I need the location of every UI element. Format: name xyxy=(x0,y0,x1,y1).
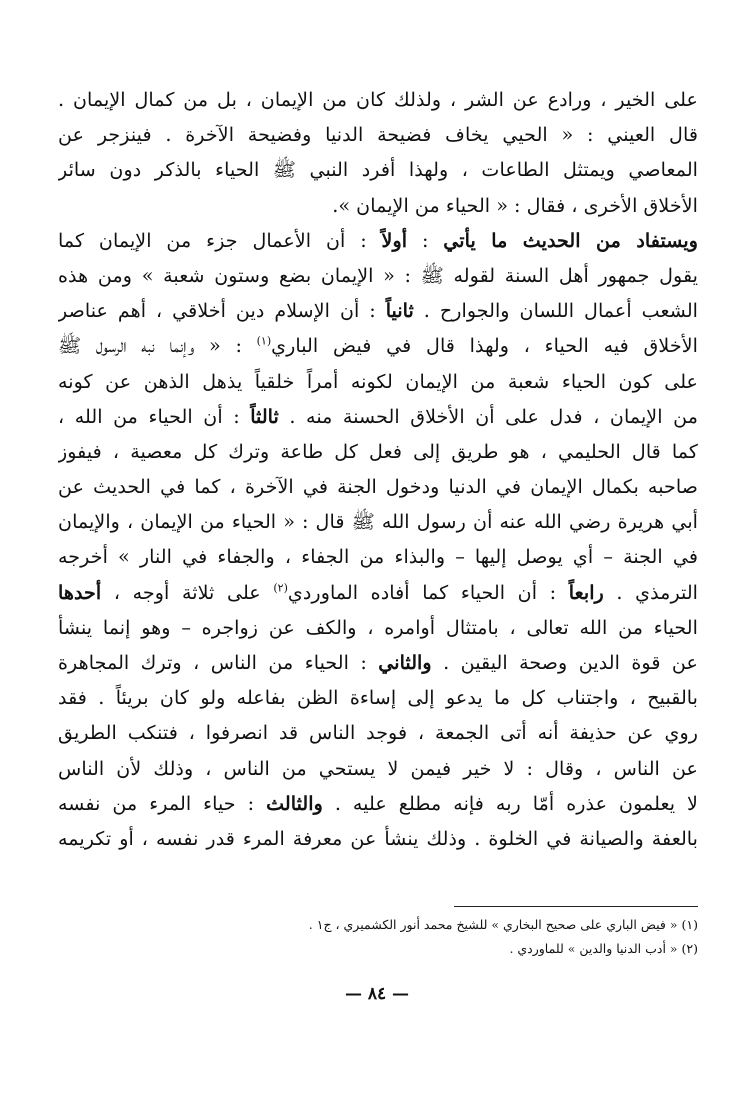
bold-text: أحدها xyxy=(58,580,102,604)
text-segment: على الخير ، ورادع عن الشر ، ولذلك كان من الإيمان ، بل من كمال الإيمان . xyxy=(58,88,698,111)
text-segment: : أن الحياء من الله ، xyxy=(58,404,251,428)
text-line xyxy=(58,82,698,117)
text-line xyxy=(58,610,698,645)
text-segment: بالقبيح ، واجتناب كل ما يدعو إلى إساءة الظن بفاعله ولو كان بريئاً . فقد xyxy=(58,686,698,710)
text-line xyxy=(58,364,698,399)
footnote-divider xyxy=(454,906,698,907)
text-segment: : حياء المرء من نفسه xyxy=(58,791,267,815)
text-line xyxy=(58,117,698,152)
text-segment: روي عن حذيفة أنه أتى الجمعة ، فوجد الناس قد انصرفوا ، فتنكب الطريق xyxy=(58,721,698,745)
text-segment: : الحياء من الناس ، وترك المجاهرة xyxy=(58,651,379,674)
text-line xyxy=(58,258,698,293)
text-line xyxy=(58,293,698,328)
main-text xyxy=(58,82,698,856)
text-segment: : « وإنما نبه الرسول ﷺ xyxy=(58,334,257,358)
text-segment: الأخلاق الأخرى ، فقال : « الحياء من الإيمان ». xyxy=(332,193,698,217)
text-segment: : xyxy=(407,228,444,252)
bold-text: رابعاً xyxy=(568,580,604,604)
text-line xyxy=(58,715,698,750)
text-segment: الشعب أعمال اللسان والجوارح . xyxy=(413,299,698,323)
text-line xyxy=(58,504,698,539)
text-line xyxy=(58,223,698,258)
bold-text: ثانياً xyxy=(385,299,414,323)
text-segment: عن قوة الدين وصحة اليقين . xyxy=(431,651,698,674)
footnotes xyxy=(58,913,698,961)
text-segment: بالعفة والصيانة في الخلوة . وذلك ينشأ عن معرفة المرء قدر نفسه ، أو تكريمه xyxy=(58,826,698,850)
text-segment: الحياء من الله تعالى ، بامتثال أوامره ، والكف عن زواجره – وهو إنما ينشأ xyxy=(58,615,698,639)
text-line xyxy=(58,821,698,856)
page-number: — ٨٤ — xyxy=(344,984,410,1004)
footnote-marker: (١) xyxy=(256,334,272,348)
text-line xyxy=(58,680,698,715)
text-segment: على كون الحياء شعبة من الإيمان لكونه أمراً خلقياً يذهل الذهن عن كونه xyxy=(58,369,698,393)
text-segment: كما قال الحليمي ، هو طريق إلى فعل كل طاعة وترك كل معصية ، فيفوز xyxy=(58,439,698,463)
footnote-1: (١) « فيض الباري على صحيح البخاري » للشيخ محمد أنور الكشميري ، ج١ . xyxy=(308,917,698,932)
text-line xyxy=(58,645,698,680)
text-line xyxy=(58,751,698,786)
bold-text: ثالثاً xyxy=(250,404,279,428)
text-segment: في الجنة – أي يوصل إليها – والبذاء من الجفاء ، والجفاء في النار » أخرجه xyxy=(58,545,698,569)
bold-text: ويستفاد من الحديث ما يأتي xyxy=(443,228,698,252)
text-segment: : أن الحياء كما أفاده الماوردي xyxy=(287,580,569,604)
text-segment: الترمذي . xyxy=(603,580,698,604)
text-segment: على ثلاثة أوجه ، xyxy=(101,580,274,604)
text-line xyxy=(58,434,698,469)
text-line xyxy=(58,328,698,363)
footnote-2: (٢) « أدب الدنيا والدين » للماوردي . xyxy=(509,941,698,956)
text-segment: يقول جمهور أهل السنة لقوله ﷺ : « الإيمان بضع وستون شعبة » ومن هذه xyxy=(58,263,698,287)
text-segment: الأخلاق فيه الحياء ، ولهذا قال في فيض الباري xyxy=(271,334,698,358)
text-line xyxy=(58,786,698,821)
text-line xyxy=(58,188,698,223)
bold-text: والثاني xyxy=(378,651,432,674)
text-segment: من الإيمان ، فدل على أن الأخلاق الحسنة منه . xyxy=(278,404,698,428)
text-segment: المعاصي ويمتثل الطاعات ، ولهذا أفرد النبي ﷺ الحياء بالذكر دون سائر xyxy=(58,158,698,182)
text-line xyxy=(58,575,698,610)
text-line xyxy=(58,469,698,504)
bold-text: أولاً xyxy=(381,228,408,252)
text-line xyxy=(58,399,698,434)
text-segment: : أن الإسلام دين أخلاقي ، أهم عناصر xyxy=(58,299,386,323)
bold-text: والثالث xyxy=(266,791,323,815)
text-segment: قال العيني : « الحيي يخاف فضيحة الدنيا وفضيحة الآخرة . فينزجر عن xyxy=(58,123,698,147)
text-segment: صاحبه بكمال الإيمان في الدنيا ودخول الجنة في الآخرة ، كما في الحديث عن xyxy=(58,475,698,499)
text-line xyxy=(58,539,698,574)
text-segment: لا يعلمون عذره أمّا ربه فإنه مطلع عليه . xyxy=(322,791,698,815)
text-segment: عن الناس ، وقال : لا خير فيمن لا يستحي من الناس ، وذلك لأن الناس xyxy=(58,756,698,780)
text-segment: أبي هريرة رضي الله عنه أن رسول الله ﷺ قال : « الحياء من الإيمان ، والإيمان xyxy=(58,510,698,534)
text-segment: : أن الأعمال جزء من الإيمان كما xyxy=(58,228,382,252)
footnote-marker: (٢) xyxy=(273,581,288,595)
text-line xyxy=(58,152,698,187)
